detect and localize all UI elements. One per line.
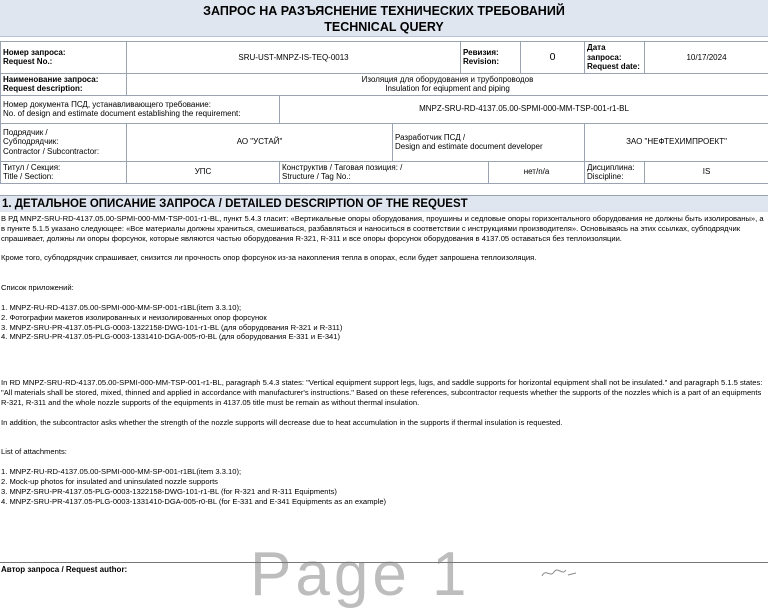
attachments-title-en: List of attachments:	[1, 447, 765, 457]
row-document-no	[1, 95, 768, 123]
desc-en-paragraph-1: In RD MNPZ-SRU-RD-4137.05.00-SPMI-000-MM-TSP-001-r1-BL, paragraph 5.4.3 states: "Vertical equipment support legs, lugs, and saddle supports for horizontal equipment shall not be insulated." and paragraph 5.1.5 states: "All materials shall be stored, mixed, thinned and applied in accordance with manufacturer's instructions." Based on these references, subcontractor requests whether the supports of the nozzles which is a part of an equipments R-321, R-311 and the whole nozzle supports of the equipments in 4137.05 title must be remain as without thermal insulation.	[1, 378, 765, 407]
signature-scribble	[540, 566, 580, 580]
footer-divider	[0, 562, 768, 563]
discipline-label: Дисциплина: Discipline:	[585, 161, 645, 183]
discipline-value: IS	[645, 161, 768, 183]
desc-en-paragraph-2: In addition, the subcontractor asks whether the strength of the nozzle supports will decrease due to heat accumulation in the supports if thermal insulation is requested.	[1, 418, 765, 428]
attachment-ru-2: 2. Фотографии макетов изолированных и неизолированных опор форсунок	[1, 313, 765, 323]
row-contractor	[1, 123, 768, 161]
title-value: УПС	[127, 161, 280, 183]
attachments-title-ru: Список приложений:	[1, 283, 765, 293]
row-title-section	[1, 161, 768, 183]
page-watermark: Page 1	[250, 540, 471, 610]
attachment-en-2: 2. Mock-up photos for insulated and uninsulated nozzle supports	[1, 477, 765, 487]
document-header	[0, 0, 768, 37]
row-request-description	[1, 73, 768, 95]
author-label: Автор запроса / Request author:	[1, 565, 127, 574]
request-no-label: Номер запроса: Request No.:	[1, 42, 127, 74]
request-no-value: SRU-UST-MNPZ-IS-TEQ-0013	[127, 42, 461, 74]
document-no-label: Номер документа ПСД, устанавливающего требование: No. of design and estimate document establishing the requirement:	[1, 95, 280, 123]
document-no-value: MNPZ-SRU-RD-4137.05.00-SPMI-000-MM-TSP-001-r1-BL	[280, 95, 768, 123]
description-label: Наименование запроса: Request description:	[1, 73, 127, 95]
attachment-en-3: 3. MNPZ-SRU-PR-4137.05-PLG-0003-1322158-DWG-101-r1-BL (for R-321 and R-311 Equipments)	[1, 487, 765, 497]
request-date-label: Дата запроса: Request date:	[585, 42, 645, 74]
developer-label: Разработчик ПСД / Design and estimate document developer	[393, 123, 585, 161]
description-value: Изоляция для оборудования и трубопроводов Insulation for eqiupment and piping	[127, 73, 768, 95]
title-ru: ЗАПРОС НА РАЗЪЯСНЕНИЕ ТЕХНИЧЕСКИХ ТРЕБОВАНИЙ	[0, 3, 768, 19]
attachment-ru-1: 1. MNPZ-RU-RD-4137.05.00-SPMI-000-MM-SP-001-r1BL(item 3.3.10);	[1, 303, 765, 313]
structure-value: нет/n/a	[489, 161, 585, 183]
description-body	[1, 214, 765, 506]
row-request-no	[1, 42, 768, 74]
attachment-en-1: 1. MNPZ-RU-RD-4137.05.00-SPMI-000-MM-SP-001-r1BL(item 3.3.10);	[1, 467, 765, 477]
attachment-ru-4: 4. MNPZ-SRU-PR-4137.05-PLG-0003-1331410-DGA-005-r0-BL (для оборудования E-331 и E-341)	[1, 332, 765, 342]
desc-ru-paragraph-2: Кроме того, субподрядчик спрашивает, снизится ли прочность опор форсунок из-за накопления тепла в опорах, если будет запрошена теплоизоляция.	[1, 253, 765, 263]
attachment-ru-3: 3. MNPZ-SRU-PR-4137.05-PLG-0003-1322158-DWG-101-r1-BL (для оборудования R-321 и R-311)	[1, 323, 765, 333]
desc-ru-paragraph-1: В РД MNPZ-SRU-RD-4137.05.00-SPMI-000-MM-TSP-001-r1-BL, пункт 5.4.3 гласит: «Вертикальные опоры оборудования, проушины и седловые опоры горизонтального оборудования не должны быть изолированы», а в пункте 5.1.5 указано следующее: «Все материалы должны храниться, смешиваться, разбавляться и наноситься в соответствии с инструкциями производителя». Основываясь на этих ссылках, субподрядчик спрашивает, должны ли опоры форсунок, которые являются частью оборудования R-321, R-311 и все опоры форсунок оборудования в 4137.05 оставаться без теплоизоляции.	[1, 214, 765, 243]
developer-value: ЗАО "НЕФТЕХИМПРОЕКТ"	[585, 123, 768, 161]
contractor-label: Подрядчик / Субподрядчик: Contractor / Subcontractor:	[1, 123, 127, 161]
contractor-value: АО "УСТАЙ"	[127, 123, 393, 161]
request-form-table	[0, 41, 768, 184]
revision-value: 0	[521, 42, 585, 74]
title-en: TECHNICAL QUERY	[0, 19, 768, 35]
title-label: Титул / Секция: Title / Section:	[1, 161, 127, 183]
attachment-en-4: 4. MNPZ-SRU-PR-4137.05-PLG-0003-1331410-DGA-005-r0-BL (for E-331 and E-341 Equipments as an example)	[1, 497, 765, 507]
section-title: 1. ДЕТАЛЬНОЕ ОПИСАНИЕ ЗАПРОСА / DETAILED DESCRIPTION OF THE REQUEST	[0, 195, 768, 212]
request-date-value: 10/17/2024	[645, 42, 768, 74]
structure-label: Конструктив / Таговая позиция: / Structure / Tag No.:	[280, 161, 489, 183]
revision-label: Ревизия: Revision:	[461, 42, 521, 74]
